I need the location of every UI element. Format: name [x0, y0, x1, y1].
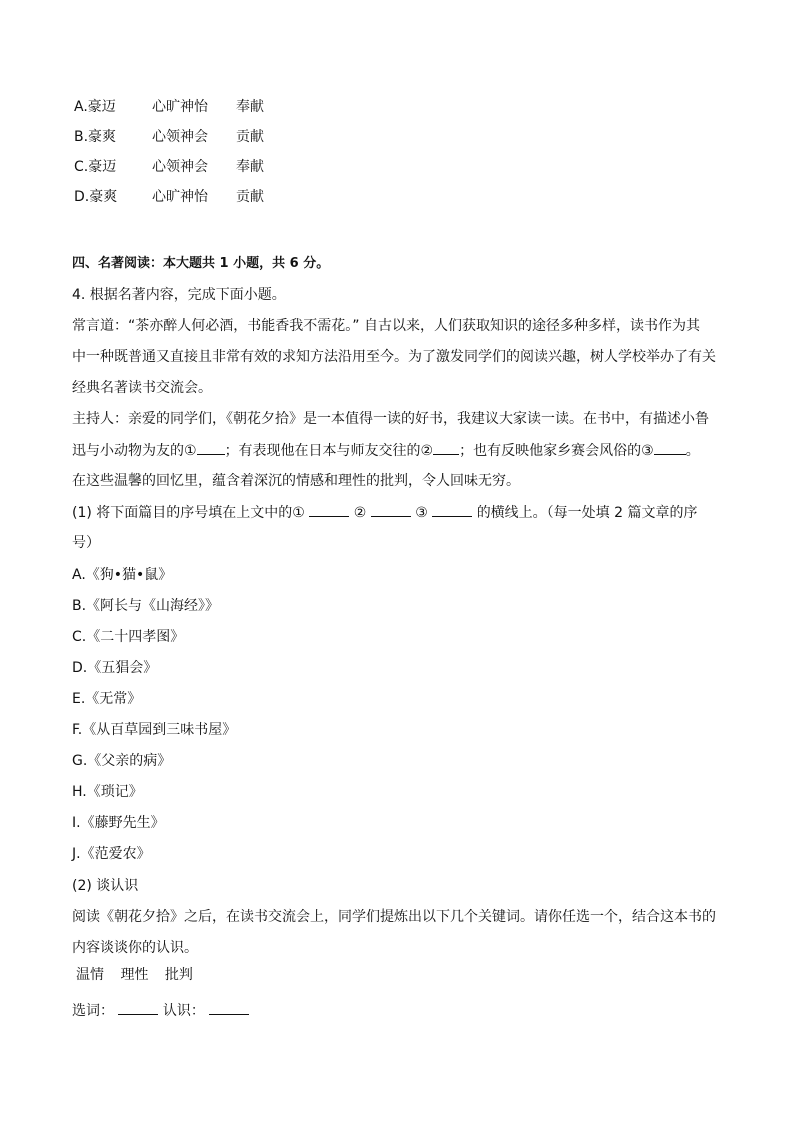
option-word-2: 贡献	[236, 129, 264, 145]
option-letter: C.豪迈	[74, 159, 117, 175]
section-heading: 四、名著阅读：本大题共 1 小题，共 6 分。	[72, 256, 330, 271]
choice-item: I.《藤野先生》	[72, 815, 165, 831]
option-word-2: 奉献	[236, 99, 264, 115]
host-text-3: ；也有反映他家乡赛会风俗的③	[459, 443, 654, 459]
host-text-2: ；有表现他在日本与师友交往的②	[224, 443, 434, 459]
answer-blank-3[interactable]	[654, 440, 686, 455]
keyword-list	[76, 965, 205, 985]
answer-blank-2[interactable]	[433, 440, 459, 455]
paragraph-1-line-3: 经典名著读书交流会。	[72, 380, 212, 396]
paragraph-2-line-2	[72, 440, 700, 460]
select-word-blank[interactable]	[118, 1000, 158, 1015]
sub-question-1-cont: 号）	[72, 535, 100, 551]
sub-question-1	[72, 502, 698, 522]
host-text-1: 迅与小动物为友的①	[72, 443, 197, 459]
option-word-2: 贡献	[236, 189, 264, 205]
choice-item: F.《从百草园到三味书屋》	[72, 722, 237, 738]
opinion-blank[interactable]	[209, 1000, 249, 1015]
choice-item: A.《狗•猫•鼠》	[72, 567, 173, 583]
choice-item: D.《五猖会》	[72, 660, 158, 676]
sub1-text-d: 的横线上。（每一处填 2 篇文章的序	[476, 505, 698, 521]
sub1-text-c: ③	[415, 505, 428, 521]
option-word-1: 心领神会	[152, 159, 208, 175]
sub1-blank-1[interactable]	[309, 502, 349, 517]
sub1-blank-3[interactable]	[432, 502, 472, 517]
answer-line	[72, 1000, 249, 1020]
keyword: 批判	[164, 967, 193, 983]
keyword: 理性	[120, 967, 149, 983]
choice-item: H.《琐记》	[72, 784, 143, 800]
question-intro: 4. 根据名著内容，完成下面小题。	[72, 287, 286, 303]
option-word-1: 心领神会	[152, 129, 208, 145]
paragraph-2-line-1: 主持人：亲爱的同学们，《朝花夕拾》是一本值得一读的好书，我建议大家读一读。在书中，有描述小鲁	[72, 411, 709, 427]
option-letter: A.豪迈	[74, 99, 116, 115]
option-word-1: 心旷神怡	[152, 189, 208, 205]
paragraph-2-line-3: 在这些温馨的回忆里，蕴含着深沉的情感和理性的批判，令人回味无穷。	[72, 473, 520, 489]
select-word-label: 选词：	[72, 1003, 114, 1019]
sub1-blank-2[interactable]	[371, 502, 411, 517]
choice-item: B.《阿长与《山海经》》	[72, 598, 220, 614]
answer-blank-1[interactable]	[197, 440, 225, 455]
option-letter: D.豪爽	[74, 189, 118, 205]
paragraph-1-line-2: 中一种既普通又直接且非常有效的求知方法沿用至今。为了激发同学们的阅读兴趣，树人学校举办了有关	[72, 349, 716, 365]
option-word-2: 奉献	[236, 159, 264, 175]
sub-question-2-line-2: 内容谈谈你的认识。	[72, 940, 198, 956]
option-word-1: 心旷神怡	[152, 99, 208, 115]
paragraph-1-line-1: 常言道：“茶亦醉人何必酒，书能香我不需花。” 自古以来，人们获取知识的途径多种多样，读书作为其	[72, 318, 700, 334]
keyword: 温情	[76, 967, 104, 983]
sub1-text-a: (1) 将下面篇目的序号填在上文中的①	[72, 505, 305, 521]
choice-item: E.《无常》	[72, 691, 142, 707]
host-text-4: 。	[685, 443, 700, 459]
choice-item: C.《二十四孝图》	[72, 629, 185, 645]
option-letter: B.豪爽	[74, 129, 117, 145]
choice-item: J.《范爱农》	[72, 846, 151, 862]
choice-item: G.《父亲的病》	[72, 753, 172, 769]
sub-question-2-title: (2) 谈认识	[72, 878, 139, 894]
sub1-text-b: ②	[353, 505, 367, 521]
opinion-label: 认识：	[162, 1003, 205, 1019]
sub-question-2-line-1: 阅读《朝花夕拾》之后，在读书交流会上，同学们提炼出以下几个关键词。请你任选一个，结合这本书的	[72, 909, 716, 925]
